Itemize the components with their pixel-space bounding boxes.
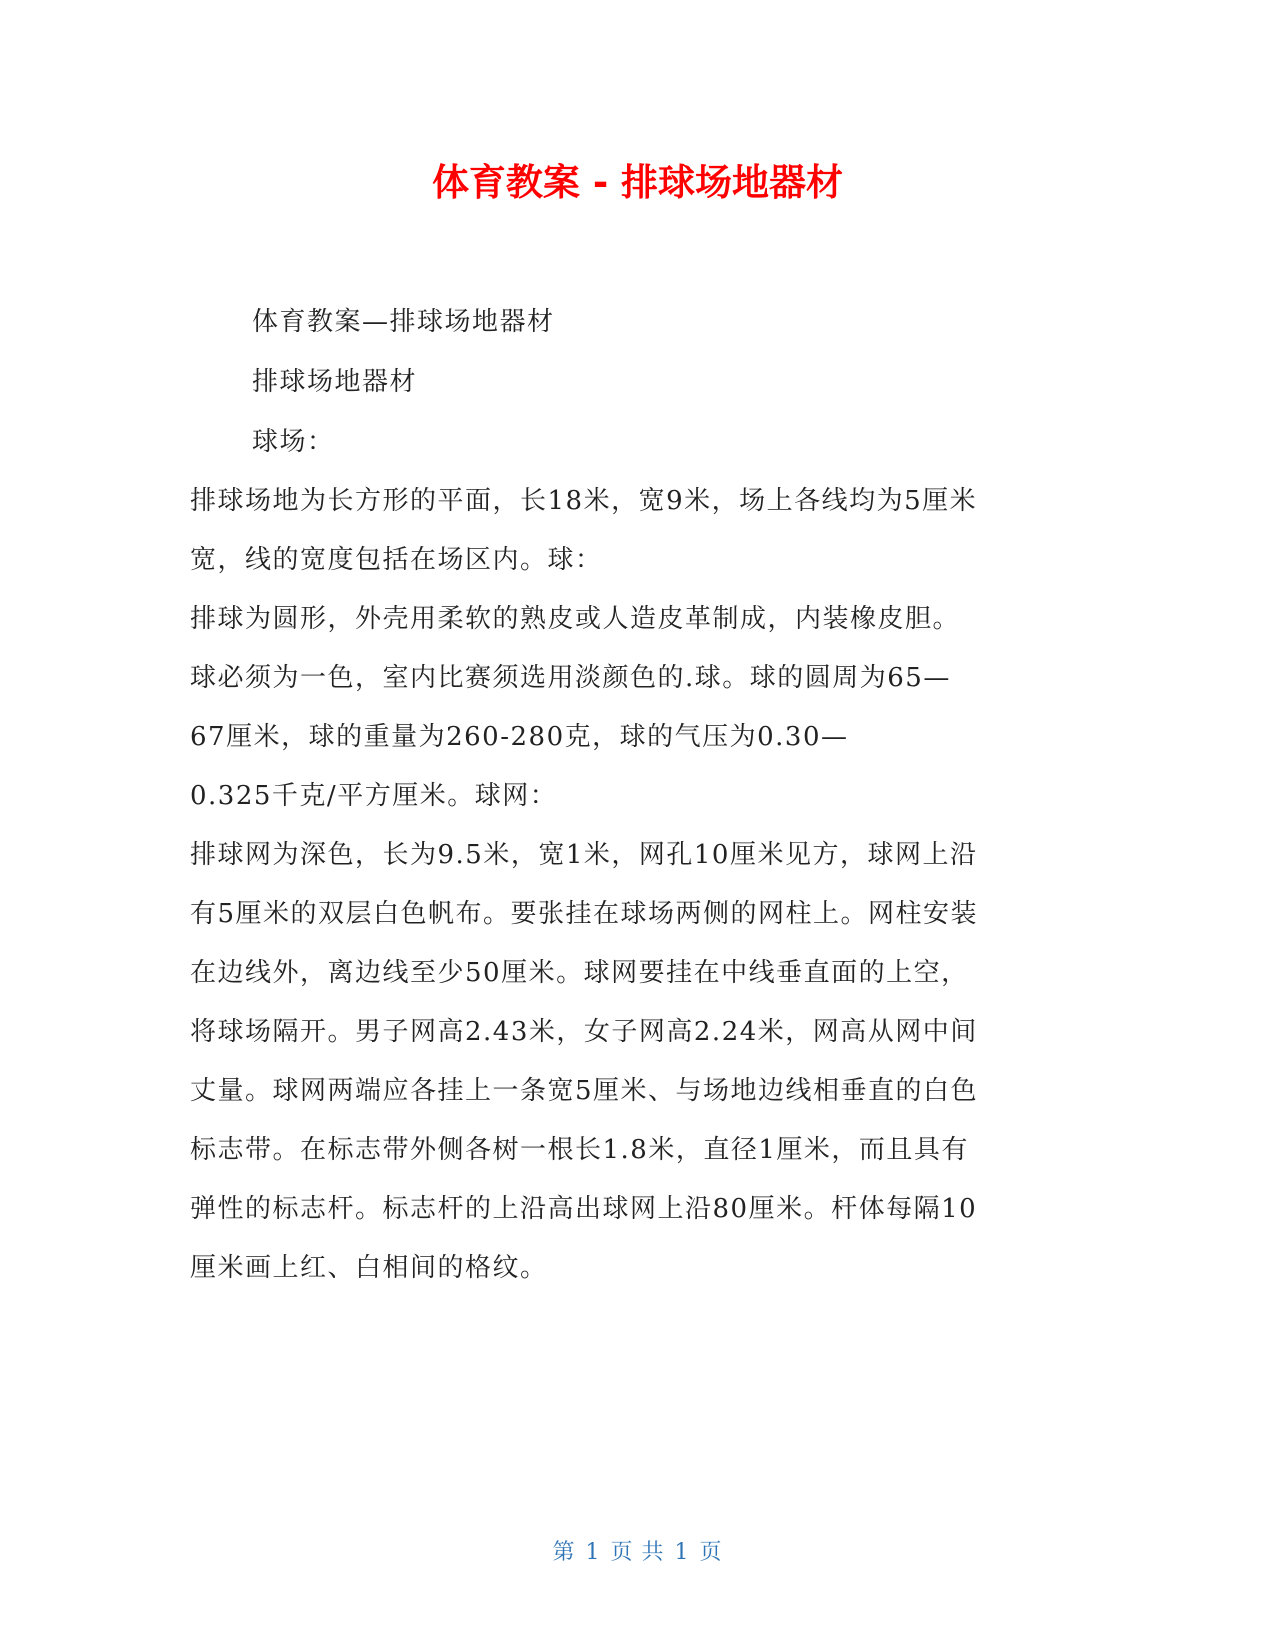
text-line: 在边线外，离边线至少50厘米。球网要挂在中线垂直面的上空， xyxy=(190,958,969,988)
paragraph-court xyxy=(190,472,1090,590)
text-line: 67厘米，球的重量为260-280克，球的气压为0.30— xyxy=(190,722,849,752)
text-line: 标志带。在标志带外侧各树一根长1.8米，直径1厘米，而且具有 xyxy=(190,1135,969,1165)
footer-prefix: 第 xyxy=(552,1540,576,1565)
text-line: 有5厘米的双层白色帆布。要张挂在球场两侧的网柱上。网柱安装 xyxy=(190,899,979,929)
footer-total-pages: 1 xyxy=(674,1540,690,1565)
body-line-subheading: 排球场地器材 xyxy=(252,367,418,397)
text-line: 排球为圆形，外壳用柔软的熟皮或人造皮革制成，内装橡皮胆。 xyxy=(190,604,961,634)
footer-page-number: 1 xyxy=(585,1540,601,1565)
text-line: 球必须为一色，室内比赛须选用淡颜色的.球。球的圆周为65— xyxy=(190,663,951,693)
document-title: 体育教案 - 排球场地器材 xyxy=(431,161,844,204)
document-body xyxy=(190,292,1090,1298)
text-line: 将球场隔开。男子网高2.43米，女子网高2.24米，网高从网中间 xyxy=(190,1017,978,1047)
body-line-court-label: 球场： xyxy=(252,427,335,457)
paragraph-net xyxy=(190,826,1090,1298)
page-footer xyxy=(0,1538,1275,1568)
paragraph-ball xyxy=(190,590,1090,826)
text-line: 宽，线的宽度包括在场区内。球： xyxy=(190,545,603,575)
text-line: 丈量。球网两端应各挂上一条宽5厘米、与场地边线相垂直的白色 xyxy=(190,1076,979,1106)
text-line: 厘米画上红、白相间的格纹。 xyxy=(190,1253,548,1283)
text-line: 0.325千克/平方厘米。球网： xyxy=(190,781,558,811)
footer-suffix: 页 xyxy=(699,1540,723,1565)
text-line: 排球场地为长方形的平面，长18米，宽9米，场上各线均为5厘米 xyxy=(190,486,978,516)
body-line-heading: 体育教案—排球场地器材 xyxy=(252,307,555,337)
footer-middle: 页 共 xyxy=(610,1540,665,1565)
text-line: 排球网为深色，长为9.5米，宽1米，网孔10厘米见方，球网上沿 xyxy=(190,840,978,870)
text-line: 弹性的标志杆。标志杆的上沿高出球网上沿80厘米。杆体每隔10 xyxy=(190,1194,978,1224)
